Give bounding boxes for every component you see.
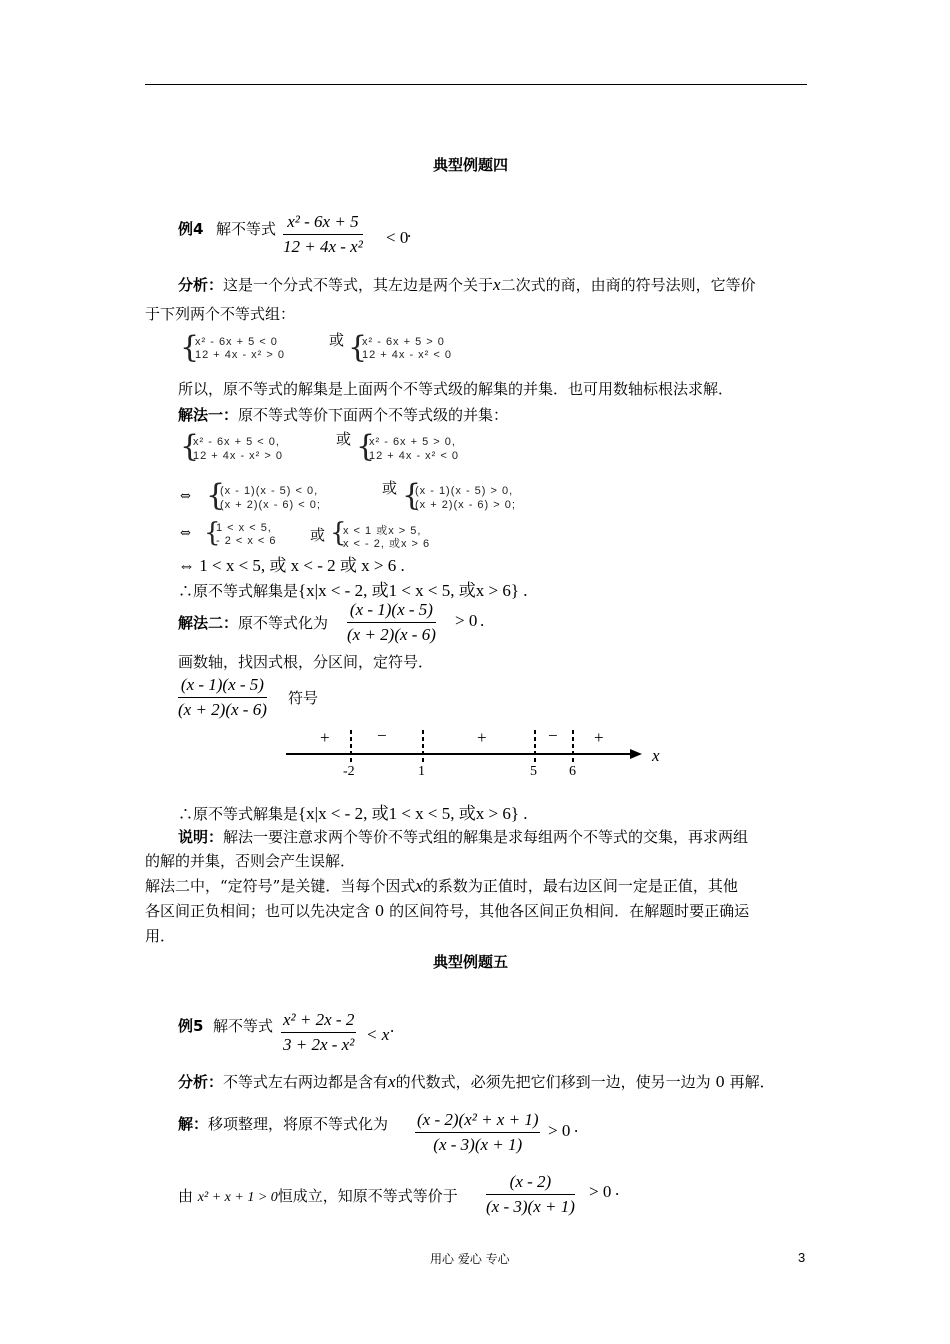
analysis-label: 分析： (178, 1073, 224, 1091)
var-x: x (415, 876, 423, 895)
note-line-5: 用． (145, 927, 176, 945)
system-a-line2: 12 + 4x - x² > 0 (195, 349, 285, 361)
note-label: 说明： (178, 828, 224, 846)
brace: { (402, 478, 422, 513)
ex5-analysis (178, 1071, 775, 1092)
analysis-label: 分析： (178, 276, 224, 294)
or-word: 或 (382, 479, 398, 497)
root-label: 5 (530, 764, 537, 779)
note-text: 的系数为正值时，最右边区间一定是正值，其他 (422, 877, 738, 895)
method2-relation: > 0 (455, 611, 478, 630)
so-line: 所以，原不等式的解集是上面两个不等式级的解集的并集．也可用数轴标根法求解． (178, 380, 734, 398)
section-title-ex5: 典型例题五 (433, 953, 509, 971)
system-d-line1: x² - 6x + 5 > 0, (369, 436, 456, 448)
ex5-last-fraction (486, 1172, 575, 1217)
system-f-line1: (x - 1)(x - 5) > 0, (415, 485, 514, 497)
sign-plus: + (594, 728, 604, 747)
sign-denominator: (x + 2)(x - 6) (178, 700, 267, 719)
brace: { (206, 478, 226, 513)
note-line-1 (178, 826, 748, 847)
system-b-line2: 12 + 4x - x² < 0 (362, 349, 452, 361)
last-denominator: (x - 3)(x + 1) (486, 1197, 575, 1216)
ex4-denominator: 12 + 4x - x² (283, 237, 363, 256)
draw-axis-line: 画数轴，找因式根，分区间，定符号． (178, 653, 434, 671)
therefore-text: ∴原不等式解集是 (178, 805, 299, 823)
therefore-text: ∴原不等式解集是 (178, 582, 299, 600)
sign-minus: − (377, 726, 387, 745)
brace: { (204, 518, 221, 548)
or-word: 或 (336, 430, 352, 448)
number-line (280, 722, 670, 788)
solution-set-expr: {x|x < - 2, 或1 < x < 5, 或x > 6} . (298, 804, 528, 823)
note-line-2: 的解的并集，否则会产生误解． (145, 852, 356, 870)
analysis-text-2: 二次式的商，由商的符号法则，它等价 (500, 276, 756, 294)
sign-numerator: (x - 1)(x - 5) (178, 675, 267, 698)
period: . (574, 1117, 579, 1136)
method1-label: 解法一： (178, 406, 239, 424)
header-rule (145, 84, 807, 85)
brace: { (180, 330, 200, 365)
root-label: 1 (418, 764, 425, 779)
period: . (615, 1180, 620, 1199)
ex5-last-line (178, 1185, 458, 1206)
ex5-label: 例5 (178, 1017, 204, 1035)
sign-word: 符号 (288, 689, 319, 707)
analysis-text: 不等式左右两边都是含有 (223, 1073, 389, 1091)
solution-label: 解： (178, 1115, 209, 1133)
system-f-line2: (x + 2)(x - 6) > 0; (415, 499, 516, 511)
iff-symbol: ⇔ (180, 489, 191, 504)
system-b-line1: x² - 6x + 5 > 0 (362, 336, 445, 348)
brace: { (356, 429, 376, 464)
ex4-label: 例4 (178, 220, 204, 238)
brace: { (348, 330, 368, 365)
brace: { (180, 429, 200, 464)
solution-relation: > 0 (548, 1121, 571, 1140)
ex4-prompt: 解不等式 (216, 220, 277, 238)
brace: { (330, 518, 347, 548)
section-title-ex4: 典型例题四 (433, 156, 509, 174)
ex5-denominator: 3 + 2x - x² (283, 1035, 355, 1054)
ex4-period: . (407, 222, 412, 241)
ex5-solution-fraction (415, 1110, 540, 1155)
period: . (480, 611, 485, 630)
ex4-analysis-cont: 于下列两个不等式组： (145, 305, 296, 323)
result-line: ⇔ 1 < x < 5, 或 x < - 2 或 x > 6 . (178, 556, 405, 575)
system-a-line1: x² - 6x + 5 < 0 (195, 336, 278, 348)
note-line-3 (145, 875, 738, 896)
method2-label: 解法二： (178, 614, 239, 632)
last-text-2: 恒成立，知原不等式等价于 (277, 1187, 458, 1205)
sign-plus: + (477, 728, 487, 747)
sign-plus: + (320, 728, 330, 747)
last-text: 由 (178, 1187, 194, 1205)
method2-denominator: (x + 2)(x - 6) (347, 625, 436, 644)
method1-text: 原不等式等价下面两个不等式级的并集： (238, 406, 509, 424)
footer-text: 用心 爱心 专心 (430, 1252, 510, 1266)
solution-set-expr: {x|x < - 2, 或1 < x < 5, 或x > 6} . (298, 581, 528, 600)
var-x: x (388, 1072, 396, 1091)
system-c-line1: x² - 6x + 5 < 0, (193, 436, 280, 448)
solution-denominator: (x - 3)(x + 1) (433, 1135, 523, 1154)
note-line-4: 各区间正负相间；也可以先决定含 0 的区间符号，其他各区间正负相间．在解题时要正确运 (145, 902, 750, 920)
ex5-relation: < x (366, 1025, 390, 1044)
root-label: -2 (343, 764, 355, 779)
page-number: 3 (798, 1250, 806, 1265)
ex5-fraction (281, 1010, 356, 1055)
solution-set-1 (178, 576, 528, 601)
last-relation: > 0 (589, 1182, 612, 1201)
method2-line (178, 612, 328, 633)
note-text: 解法二中，“定符号”是关键．当每个因式 (145, 877, 416, 895)
var-x: x (493, 275, 501, 294)
ex5-numerator: x² + 2x - 2 (281, 1010, 356, 1033)
system-d-line2: 12 + 4x - x² < 0 (369, 450, 459, 462)
iff-symbol: ⇔ (180, 526, 191, 541)
ex5-solution-line (178, 1113, 388, 1134)
ex4-fraction (283, 212, 363, 257)
last-numerator: (x - 2) (486, 1172, 575, 1195)
solution-numerator: (x - 2)(x² + x + 1) (415, 1110, 540, 1133)
sign-minus: − (548, 726, 558, 745)
ex4-relation: < 0 (386, 228, 409, 247)
solution-set-2 (178, 799, 528, 824)
root-label: 6 (569, 764, 576, 779)
axis-arrow (630, 749, 642, 759)
last-expression: x² + x + 1 > 0 (197, 1190, 278, 1205)
system-c-line2: 12 + 4x - x² > 0 (193, 450, 283, 462)
method2-numerator: (x - 1)(x - 5) (347, 600, 436, 623)
note-text: 解法一要注意求两个等价不等式组的解集是求每组两个不等式的交集，再求两组 (223, 828, 749, 846)
ex4-analysis (178, 274, 756, 295)
axis-variable: x (652, 746, 660, 765)
method1-line (178, 404, 508, 425)
ex5-prompt: 解不等式 (213, 1017, 274, 1035)
ex4-numerator: x² - 6x + 5 (283, 212, 363, 235)
system-h-line1: x < 1 或x > 5, (343, 525, 422, 537)
analysis-text-2: 的代数式，必须先把它们移到一边，使另一边为 0 再解． (395, 1073, 775, 1091)
system-g-line2: - 2 < x < 6 (216, 535, 277, 547)
method2-text: 原不等式化为 (238, 614, 329, 632)
solution-text: 移项整理，将原不等式化为 (208, 1115, 389, 1133)
sign-fraction (178, 675, 267, 720)
system-h-line2: x < - 2, 或x > 6 (343, 538, 431, 550)
ex5-period: . (390, 1017, 395, 1036)
system-e-line1: (x - 1)(x - 5) < 0, (220, 485, 319, 497)
analysis-text: 这是一个分式不等式，其左边是两个关于 (223, 276, 494, 294)
method2-fraction (347, 600, 436, 645)
or-word: 或 (310, 526, 326, 544)
system-g-line1: 1 < x < 5, (216, 522, 272, 534)
or-word: 或 (329, 331, 345, 349)
system-e-line2: (x + 2)(x - 6) < 0; (220, 499, 321, 511)
